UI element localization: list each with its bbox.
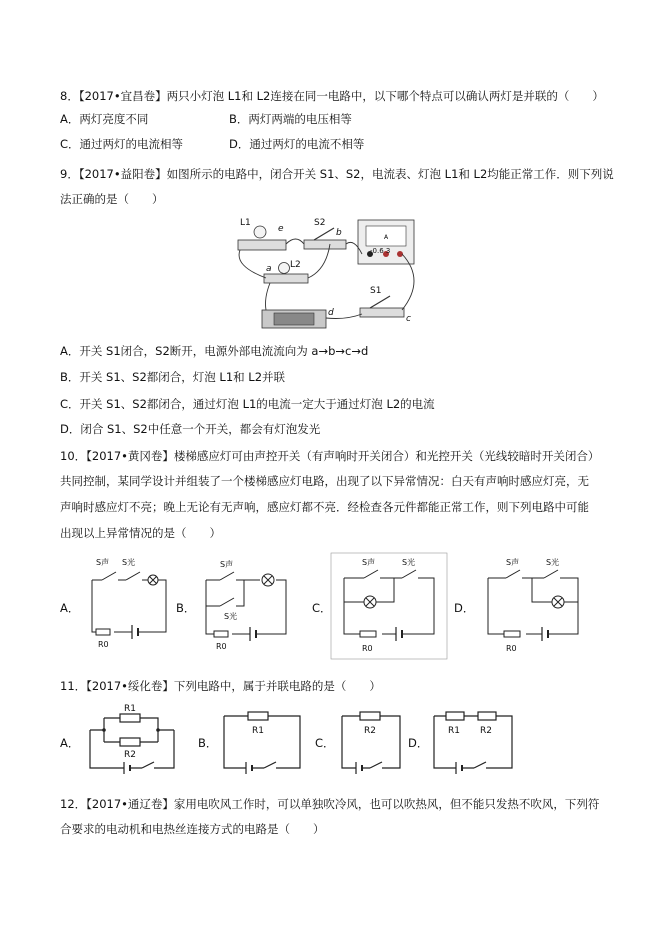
q11-b-circuit-drawing: [218, 706, 306, 774]
q8-option-a[interactable]: A．两灯亮度不同: [60, 112, 149, 126]
q11-d-r2-label: R2: [480, 726, 492, 736]
q11-c-r2: [360, 712, 380, 720]
q9-option-c[interactable]: C．开关 S1、S2都闭合，通过灯泡 L1的电流一定大于通过灯泡 L2的电流: [60, 397, 435, 411]
q10-stem-line-4: 出现以上异常情况的是（ ）: [60, 526, 221, 540]
l1-board: [238, 240, 286, 250]
q11-c-r2-label: R2: [364, 726, 376, 736]
q9-option-a[interactable]: A．开关 S1闭合，S2断开，电源外部电流流向为 a→b→c→d: [60, 344, 369, 358]
q10-b-resistor: [214, 631, 228, 637]
q10-c-circuit-drawing: [330, 552, 448, 660]
q10-option-c-label[interactable]: C．: [312, 601, 332, 615]
q10-stem-line-2: 共同控制，某同学设计并组装了一个楼梯感应灯电路，出现了以下异常情况：白天有声响时感应灯亮，无: [60, 474, 589, 488]
l2-bulb: [279, 263, 290, 274]
q11-c-circuit-drawing: [336, 706, 406, 774]
q11-stem: 11．【2017•绥化卷】下列电路中，属于并联电路的是（ ）: [60, 679, 381, 693]
q8-option-d[interactable]: D．通过两灯的电流不相等: [229, 137, 365, 151]
q11-b-switch: [264, 762, 276, 768]
wire-l2-battery: [266, 283, 271, 310]
q9-label-s1: S1: [370, 286, 382, 296]
q11-option-b-circuit[interactable]: [218, 706, 306, 774]
q10-a-resistor: [96, 629, 110, 635]
q10-option-b-circuit[interactable]: [194, 552, 294, 660]
q11-d-circuit-drawing: [428, 706, 518, 774]
q10-a-r0-label: R0: [98, 640, 109, 649]
q10-b-s-light-label: S光: [224, 612, 238, 621]
q10-b-circuit-drawing: [194, 552, 294, 660]
q9-stem-line-2: 法正确的是（ ）: [60, 192, 164, 206]
q10-d-s-sound-label: S声: [506, 558, 520, 567]
q10-d-switch-light: [544, 570, 558, 578]
l1-bulb: [254, 226, 266, 238]
q8-option-b[interactable]: B．两灯两端的电压相等: [229, 112, 352, 126]
q10-d-circuit-drawing: [476, 552, 594, 660]
q9-label-meter: -0.6 3: [370, 247, 391, 255]
q10-d-switch-sound: [506, 570, 520, 578]
q10-a-switch-light: [126, 572, 140, 580]
q8-option-c[interactable]: C．通过两灯的电流相等: [60, 137, 184, 151]
q10-b-s-sound-label: S声: [220, 560, 234, 569]
q11-option-d-circuit[interactable]: [428, 706, 518, 774]
q9-label-s2: S2: [314, 218, 326, 228]
q10-c-switch-light: [402, 570, 416, 578]
q10-c-s-sound-label: S声: [362, 558, 376, 567]
q10-d-resistor: [504, 631, 520, 637]
wire-l1-l2: [239, 250, 266, 278]
wire-l1-s2: [286, 239, 304, 244]
q9-circuit-figure: [230, 210, 430, 336]
q10-option-a-circuit[interactable]: [82, 552, 174, 660]
q9-stem-line-1: 9．【2017•益阳卷】如图所示的电路中，闭合开关 S1、S2，电流表、灯泡 L1和 L2均能正常工作．则下列说: [60, 167, 614, 181]
q11-d-r1-label: R1: [448, 726, 460, 736]
q11-a-r1-label: R1: [124, 704, 136, 714]
q11-c-switch: [370, 762, 382, 768]
q9-option-d[interactable]: D．闭合 S1、S2中任意一个开关，都会有灯泡发光: [60, 422, 321, 436]
q9-label-l1: L1: [240, 218, 251, 228]
q10-option-c-circuit[interactable]: [330, 552, 448, 660]
q10-option-d-circuit[interactable]: [476, 552, 594, 660]
ammeter-symbol: A: [383, 234, 389, 241]
q11-b-r1-label: R1: [252, 726, 264, 736]
q10-option-b-label[interactable]: B．: [176, 601, 196, 615]
q10-c-s-light-label: S光: [402, 558, 416, 567]
q10-stem-line-1: 10．【2017•黄冈卷】楼梯感应灯可由声控开关（有声响时开关闭合）和光控开关（光线较暗时开关闭合）: [60, 449, 600, 463]
q10-c-r0-label: R0: [362, 644, 373, 653]
s1-board: [360, 308, 404, 317]
q9-label-b: b: [336, 228, 342, 238]
q11-option-a-circuit[interactable]: [84, 700, 180, 774]
q10-d-r0-label: R0: [506, 644, 517, 653]
q10-b-r0-label: R0: [216, 642, 227, 651]
q11-b-r1: [248, 712, 268, 720]
q10-option-a-label[interactable]: A．: [60, 601, 80, 615]
q10-d-s-light-label: S光: [546, 558, 560, 567]
q11-a-r2-label: R2: [124, 750, 136, 760]
s2-board: [304, 240, 346, 249]
q10-b-switch-sound: [220, 572, 234, 580]
q12-stem-line-2: 合要求的电动机和电热丝连接方式的电路是（ ）: [60, 822, 325, 836]
q11-option-b-label[interactable]: B．: [198, 736, 218, 750]
q9-label-l2: L2: [290, 260, 301, 270]
q11-option-d-label[interactable]: D．: [408, 736, 429, 750]
q11-a-r2: [120, 738, 140, 746]
q9-label-d: d: [328, 308, 334, 318]
q10-option-d-label[interactable]: D．: [454, 601, 475, 615]
q9-option-b[interactable]: B．开关 S1、S2都闭合，灯泡 L1和 L2并联: [60, 370, 286, 384]
q11-a-switch: [142, 762, 154, 768]
q11-d-switch: [474, 762, 486, 768]
battery-cell: [274, 313, 314, 325]
q11-d-r2: [478, 712, 496, 720]
q10-a-s-light-label: S光: [122, 558, 136, 567]
q9-label-c: c: [406, 314, 411, 324]
q9-label-a: a: [266, 264, 272, 274]
q11-d-r1: [446, 712, 464, 720]
q11-option-c-label[interactable]: C．: [315, 736, 335, 750]
q8-stem: 8．【2017•宜昌卷】两只小灯泡 L1和 L2连接在同一电路中，以下哪个特点可以确认两灯是并联的（ ）: [60, 89, 604, 103]
q12-stem-line-1: 12．【2017•通辽卷】家用电吹风工作时，可以单独吹冷风，也可以吹热风，但不能只发热不吹风，下列符: [60, 797, 600, 811]
q10-a-s-sound-label: S声: [96, 558, 110, 567]
q10-c-switch-sound: [364, 570, 378, 578]
q10-c-resistor: [360, 631, 376, 637]
q10-stem-line-3: 声响时感应灯不亮；晚上无论有无声响，感应灯都不亮．经检查各元件都能正常工作，则下列电路中可能: [60, 500, 589, 514]
q10-b-switch-light: [220, 598, 234, 606]
q11-option-a-label[interactable]: A．: [60, 736, 80, 750]
q10-a-switch-sound: [102, 572, 116, 580]
q11-option-c-circuit[interactable]: [336, 706, 406, 774]
q9-label-e: e: [278, 224, 284, 234]
